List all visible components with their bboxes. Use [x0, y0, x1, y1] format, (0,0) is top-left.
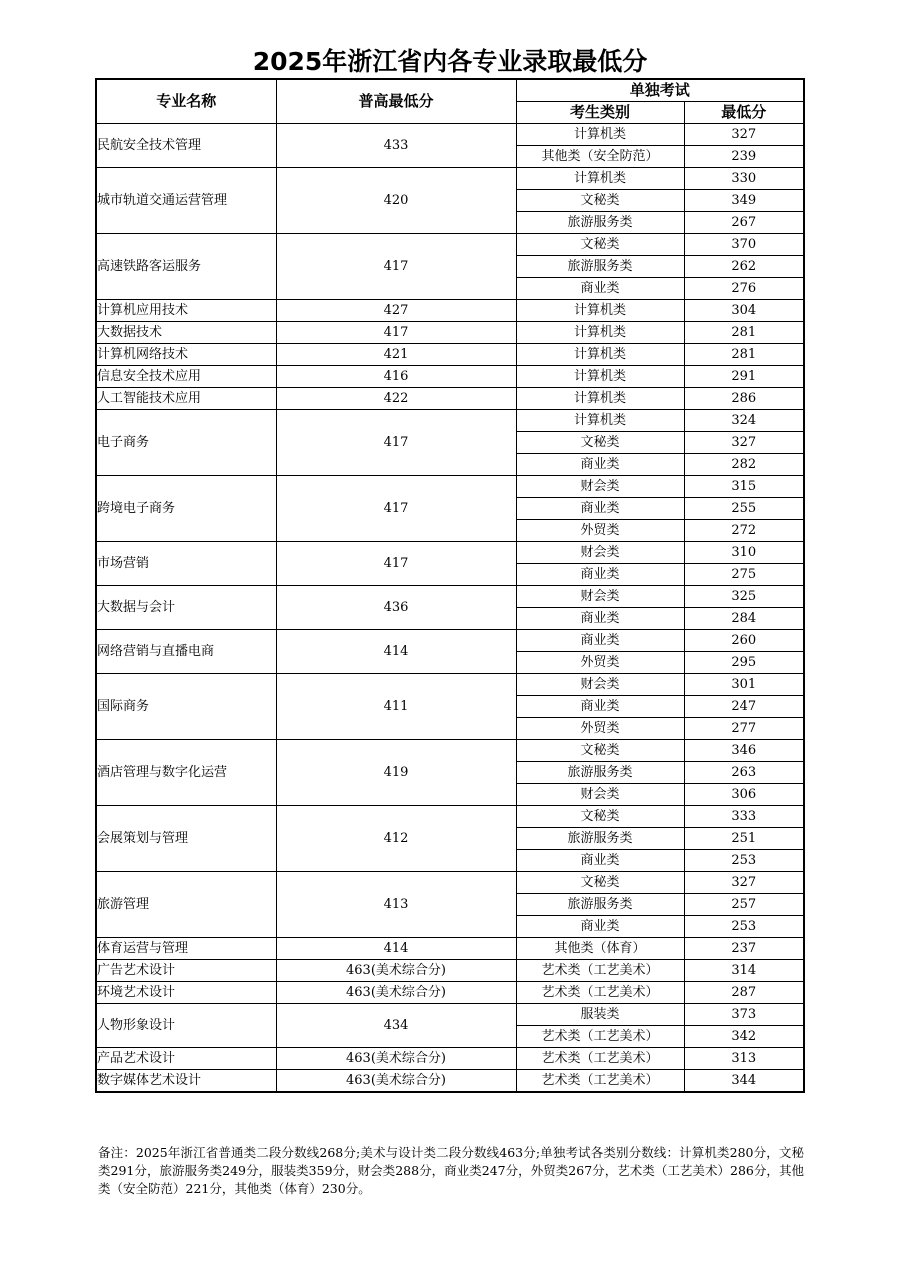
major-name-cell: 数字媒体艺术设计	[96, 1070, 276, 1093]
category-cell: 商业类	[516, 630, 684, 652]
min-score-cell: 333	[684, 806, 804, 828]
general-min-cell: 417	[276, 542, 516, 586]
general-min-cell: 422	[276, 388, 516, 410]
general-min-cell: 421	[276, 344, 516, 366]
header-general-min: 普高最低分	[276, 79, 516, 124]
min-score-cell: 346	[684, 740, 804, 762]
table-row	[96, 124, 804, 146]
category-cell: 艺术类（工艺美术）	[516, 1070, 684, 1093]
table-row	[96, 740, 804, 762]
general-min-cell: 417	[276, 476, 516, 542]
general-min-cell: 436	[276, 586, 516, 630]
min-score-cell: 313	[684, 1048, 804, 1070]
min-score-cell: 263	[684, 762, 804, 784]
min-score-cell: 272	[684, 520, 804, 542]
category-cell: 商业类	[516, 454, 684, 476]
major-name-cell: 体育运营与管理	[96, 938, 276, 960]
min-score-cell: 327	[684, 124, 804, 146]
category-cell: 计算机类	[516, 388, 684, 410]
table-row	[96, 960, 804, 982]
min-score-cell: 253	[684, 850, 804, 872]
general-min-cell: 427	[276, 300, 516, 322]
general-min-cell: 413	[276, 872, 516, 938]
general-min-cell: 463(美术综合分)	[276, 960, 516, 982]
min-score-cell: 315	[684, 476, 804, 498]
header-single-exam: 单独考试	[516, 79, 804, 102]
major-name-cell: 旅游管理	[96, 872, 276, 938]
category-cell: 旅游服务类	[516, 828, 684, 850]
category-cell: 艺术类（工艺美术）	[516, 982, 684, 1004]
major-name-cell: 市场营销	[96, 542, 276, 586]
min-score-cell: 306	[684, 784, 804, 806]
min-score-cell: 370	[684, 234, 804, 256]
table-row	[96, 674, 804, 696]
category-cell: 商业类	[516, 278, 684, 300]
min-score-cell: 262	[684, 256, 804, 278]
min-score-cell: 255	[684, 498, 804, 520]
min-score-cell: 330	[684, 168, 804, 190]
table-row	[96, 542, 804, 564]
major-name-cell: 跨境电子商务	[96, 476, 276, 542]
category-cell: 文秘类	[516, 234, 684, 256]
general-min-cell: 463(美术综合分)	[276, 982, 516, 1004]
table-row	[96, 1048, 804, 1070]
major-name-cell: 民航安全技术管理	[96, 124, 276, 168]
category-cell: 其他类（体育）	[516, 938, 684, 960]
table-row	[96, 366, 804, 388]
table-row	[96, 322, 804, 344]
major-name-cell: 环境艺术设计	[96, 982, 276, 1004]
category-cell: 服装类	[516, 1004, 684, 1026]
min-score-cell: 247	[684, 696, 804, 718]
category-cell: 文秘类	[516, 190, 684, 212]
min-score-cell: 275	[684, 564, 804, 586]
admission-score-table	[95, 78, 805, 1093]
min-score-cell: 327	[684, 432, 804, 454]
major-name-cell: 人工智能技术应用	[96, 388, 276, 410]
table-row	[96, 344, 804, 366]
min-score-cell: 251	[684, 828, 804, 850]
category-cell: 计算机类	[516, 322, 684, 344]
category-cell: 计算机类	[516, 124, 684, 146]
page-title: 2025年浙江省内各专业录取最低分	[252, 47, 648, 76]
general-min-cell: 463(美术综合分)	[276, 1070, 516, 1093]
category-cell: 艺术类（工艺美术）	[516, 1048, 684, 1070]
table-row	[96, 938, 804, 960]
category-cell: 外贸类	[516, 718, 684, 740]
min-score-cell: 325	[684, 586, 804, 608]
min-score-cell: 282	[684, 454, 804, 476]
table-row	[96, 476, 804, 498]
category-cell: 文秘类	[516, 740, 684, 762]
category-cell: 商业类	[516, 564, 684, 586]
min-score-cell: 286	[684, 388, 804, 410]
major-name-cell: 大数据技术	[96, 322, 276, 344]
category-cell: 旅游服务类	[516, 762, 684, 784]
category-cell: 计算机类	[516, 410, 684, 432]
min-score-cell: 291	[684, 366, 804, 388]
table-row	[96, 234, 804, 256]
min-score-cell: 373	[684, 1004, 804, 1026]
category-cell: 商业类	[516, 498, 684, 520]
major-name-cell: 大数据与会计	[96, 586, 276, 630]
major-name-cell: 计算机应用技术	[96, 300, 276, 322]
header-major: 专业名称	[96, 79, 276, 124]
min-score-cell: 253	[684, 916, 804, 938]
category-cell: 财会类	[516, 784, 684, 806]
category-cell: 艺术类（工艺美术）	[516, 960, 684, 982]
table-row	[96, 586, 804, 608]
table-row	[96, 388, 804, 410]
header-min-score: 最低分	[684, 102, 804, 124]
category-cell: 其他类（安全防范）	[516, 146, 684, 168]
min-score-cell: 284	[684, 608, 804, 630]
table-body	[96, 124, 804, 1093]
category-cell: 计算机类	[516, 366, 684, 388]
general-min-cell: 463(美术综合分)	[276, 1048, 516, 1070]
header-category: 考生类别	[516, 102, 684, 124]
min-score-cell: 327	[684, 872, 804, 894]
min-score-cell: 287	[684, 982, 804, 1004]
major-name-cell: 会展策划与管理	[96, 806, 276, 872]
table-row	[96, 168, 804, 190]
category-cell: 财会类	[516, 586, 684, 608]
category-cell: 商业类	[516, 696, 684, 718]
category-cell: 旅游服务类	[516, 212, 684, 234]
category-cell: 文秘类	[516, 806, 684, 828]
general-min-cell: 419	[276, 740, 516, 806]
min-score-cell: 267	[684, 212, 804, 234]
table-row	[96, 1004, 804, 1026]
major-name-cell: 高速铁路客运服务	[96, 234, 276, 300]
min-score-cell: 314	[684, 960, 804, 982]
min-score-cell: 281	[684, 344, 804, 366]
general-min-cell: 420	[276, 168, 516, 234]
category-cell: 旅游服务类	[516, 256, 684, 278]
min-score-cell: 260	[684, 630, 804, 652]
table-row	[96, 982, 804, 1004]
table-row	[96, 300, 804, 322]
general-min-cell: 417	[276, 234, 516, 300]
category-cell: 旅游服务类	[516, 894, 684, 916]
min-score-cell: 310	[684, 542, 804, 564]
category-cell: 文秘类	[516, 872, 684, 894]
min-score-cell: 304	[684, 300, 804, 322]
general-min-cell: 414	[276, 630, 516, 674]
major-name-cell: 信息安全技术应用	[96, 366, 276, 388]
general-min-cell: 414	[276, 938, 516, 960]
min-score-cell: 344	[684, 1070, 804, 1093]
general-min-cell: 417	[276, 322, 516, 344]
category-cell: 商业类	[516, 916, 684, 938]
major-name-cell: 酒店管理与数字化运营	[96, 740, 276, 806]
category-cell: 外贸类	[516, 520, 684, 542]
category-cell: 商业类	[516, 608, 684, 630]
table-row	[96, 872, 804, 894]
general-min-cell: 411	[276, 674, 516, 740]
category-cell: 财会类	[516, 542, 684, 564]
table-row	[96, 410, 804, 432]
min-score-cell: 342	[684, 1026, 804, 1048]
category-cell: 艺术类（工艺美术）	[516, 1026, 684, 1048]
min-score-cell: 281	[684, 322, 804, 344]
major-name-cell: 国际商务	[96, 674, 276, 740]
min-score-cell: 301	[684, 674, 804, 696]
major-name-cell: 网络营销与直播电商	[96, 630, 276, 674]
category-cell: 商业类	[516, 850, 684, 872]
general-min-cell: 417	[276, 410, 516, 476]
min-score-cell: 239	[684, 146, 804, 168]
major-name-cell: 广告艺术设计	[96, 960, 276, 982]
min-score-cell: 257	[684, 894, 804, 916]
general-min-cell: 416	[276, 366, 516, 388]
category-cell: 文秘类	[516, 432, 684, 454]
table-row	[96, 630, 804, 652]
min-score-cell: 277	[684, 718, 804, 740]
general-min-cell: 412	[276, 806, 516, 872]
min-score-cell: 349	[684, 190, 804, 212]
major-name-cell: 计算机网络技术	[96, 344, 276, 366]
major-name-cell: 产品艺术设计	[96, 1048, 276, 1070]
category-cell: 财会类	[516, 476, 684, 498]
major-name-cell: 人物形象设计	[96, 1004, 276, 1048]
category-cell: 财会类	[516, 674, 684, 696]
min-score-cell: 276	[684, 278, 804, 300]
major-name-cell: 城市轨道交通运营管理	[96, 168, 276, 234]
footnote: 备注：2025年浙江省普通类二段分数线268分;美术与设计类二段分数线463分;单独考试各类别分数线：计算机类280分，文秘类291分，旅游服务类249分，服装类359分，财会类288分，商业类247分，外贸类267分，艺术类（工艺美术）286分，其他类（安全防范）221分，其他类（体育）230分。	[98, 1145, 804, 1196]
general-min-cell: 433	[276, 124, 516, 168]
category-cell: 计算机类	[516, 344, 684, 366]
min-score-cell: 324	[684, 410, 804, 432]
table-row	[96, 806, 804, 828]
min-score-cell: 295	[684, 652, 804, 674]
category-cell: 外贸类	[516, 652, 684, 674]
general-min-cell: 434	[276, 1004, 516, 1048]
table-row	[96, 1070, 804, 1093]
category-cell: 计算机类	[516, 168, 684, 190]
major-name-cell: 电子商务	[96, 410, 276, 476]
min-score-cell: 237	[684, 938, 804, 960]
category-cell: 计算机类	[516, 300, 684, 322]
